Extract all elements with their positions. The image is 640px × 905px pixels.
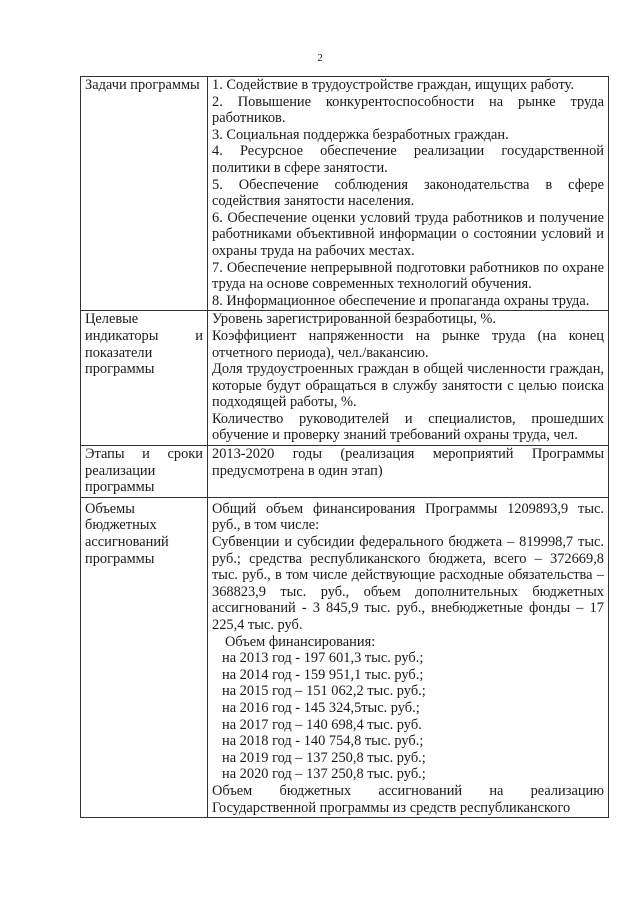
- table-row: [81, 446, 609, 498]
- list-item: Доля трудоустроенных граждан в общей численности граждан, которые будут обращаться в службу занятости с целью поиска подходящей работы, %.: [212, 361, 604, 411]
- list-item: 4. Ресурсное обеспечение реализации государственной политики в сфере занятости.: [212, 143, 604, 176]
- budget-total: Общий объем финансирования Программы 1209893,9 тыс. руб., в том числе:: [212, 500, 604, 534]
- row-content-budget: [208, 497, 609, 817]
- list-item: 3. Социальная поддержка безработных граждан.: [212, 126, 509, 143]
- row-label-stages: Этапы и сроки реализации программы: [81, 446, 208, 498]
- row-label-indicators: Целевые индикаторы и показатели программы: [81, 311, 208, 446]
- row-label-budget: Объемы бюджетных ассигнований программы: [81, 497, 208, 817]
- financing-heading: Объем финансирования:: [225, 633, 376, 650]
- table-row: [81, 497, 609, 817]
- year-item: на 2019 год – 137 250,8 тыс. руб.;: [222, 749, 426, 766]
- row-content-stages: [208, 446, 609, 498]
- program-passport-table: [80, 76, 609, 818]
- list-item: 7. Обеспечение непрерывной подготовки работников по охране труда на основе современных технологий обучения.: [212, 259, 604, 293]
- year-item: на 2014 год - 159 951,1 тыс. руб.;: [222, 666, 424, 683]
- list-item: 6. Обеспечение оценки условий труда работников и получение работниками объективной информации о состоянии условий и охраны труда на рабочих местах.: [212, 209, 604, 259]
- year-item: на 2013 год - 197 601,3 тыс. руб.;: [222, 650, 424, 667]
- list-item: Уровень зарегистрированной безработицы, %.: [212, 311, 496, 328]
- table-row: [81, 77, 609, 311]
- year-item: на 2017 год – 140 698,4 тыс. руб.: [222, 716, 422, 733]
- list-item: 8. Информационное обеспечение и пропаганда охраны труда.: [212, 292, 590, 309]
- list-item: 5. Обеспечение соблюдения законодательства в сфере содействия занятости населения.: [212, 176, 604, 210]
- page-number: 2: [317, 52, 323, 64]
- year-item: на 2015 год – 151 062,2 тыс. руб.;: [222, 683, 426, 700]
- budget-outro: Объем бюджетных ассигнований на реализацию Государственной программы из средств республиканского: [212, 782, 604, 816]
- row-content-tasks: [208, 77, 609, 311]
- list-item: 2. Повышение конкурентоспособности на рынке труда работников.: [212, 93, 604, 127]
- table-row: [81, 311, 609, 446]
- year-item: на 2020 год – 137 250,8 тыс. руб.;: [222, 766, 426, 783]
- row-label-tasks: Задачи программы: [81, 77, 208, 311]
- year-item: на 2018 год - 140 754,8 тыс. руб.;: [222, 733, 424, 750]
- list-item: 2013-2020 годы (реализация мероприятий Программы предусмотрена в один этап): [212, 446, 604, 479]
- row-content-indicators: [208, 311, 609, 446]
- year-item: на 2016 год - 145 324,5тыс. руб.;: [222, 699, 420, 716]
- budget-breakdown: Субвенции и субсидии федерального бюджета – 819998,7 тыс. руб.; средства республиканского бюджета, всего – 372669,8 тыс. руб., в том числе действующие расходные обязательства – 368823,9 тыс. руб., объем дополнительных бюджетных ассигнований - 3 845,9 тыс. руб., внебюджетные фонды – 17 225,4 тыс. руб.: [212, 534, 604, 633]
- list-item: Коэффициент напряженности на рынке труда (на конец отчетного периода), чел./вакансию.: [212, 327, 604, 361]
- list-item: 1. Содействие в трудоустройстве граждан, ищущих работу.: [212, 77, 574, 93]
- list-item: Количество руководителей и специалистов, прошедших обучение и проверку знаний требований охраны труда, чел.: [212, 410, 604, 444]
